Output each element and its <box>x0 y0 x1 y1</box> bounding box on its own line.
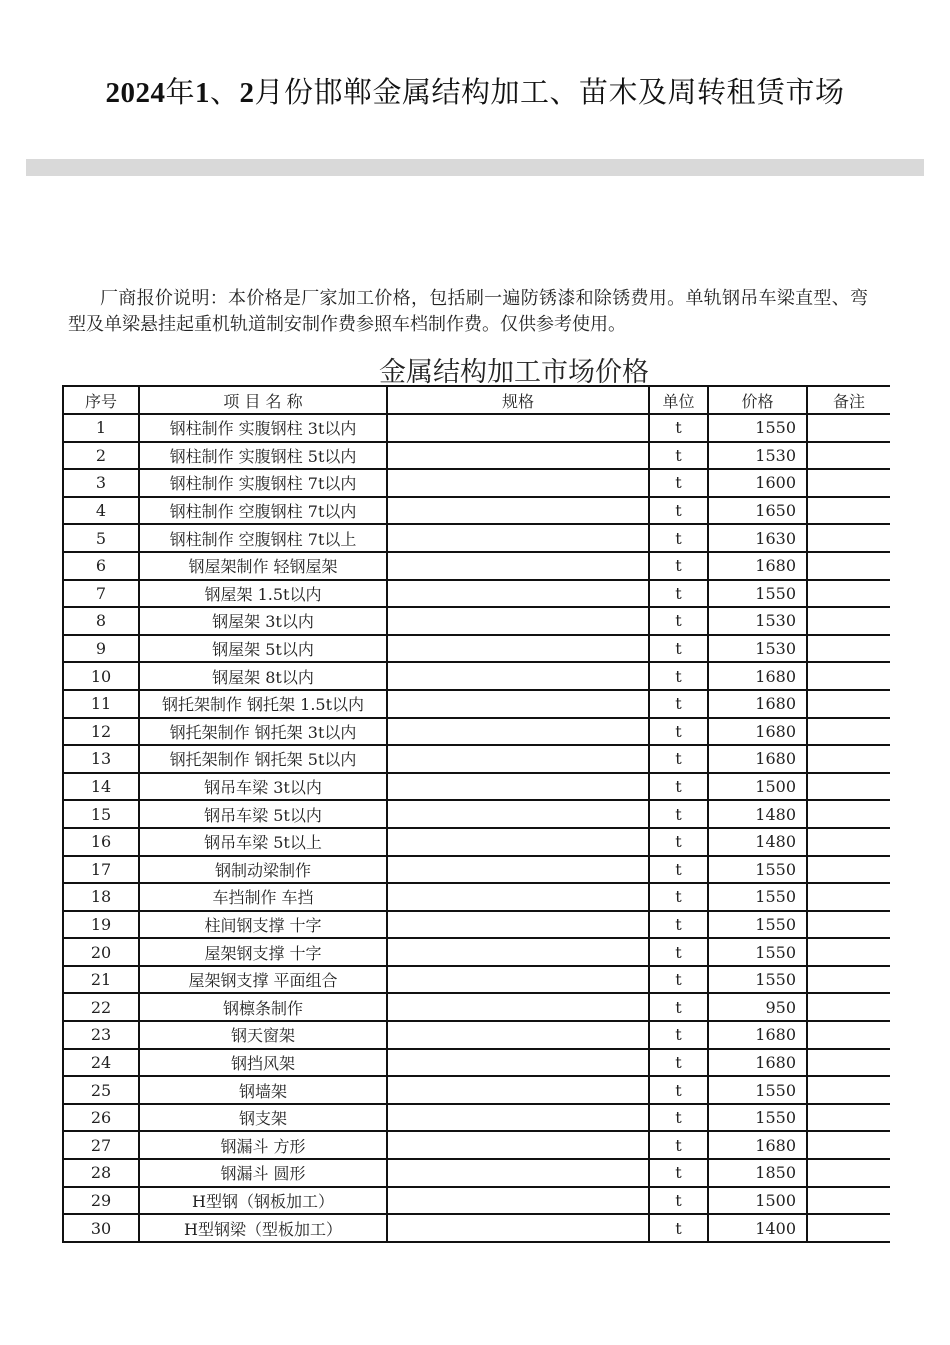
cell-index: 10 <box>63 662 139 690</box>
cell-index: 15 <box>63 800 139 828</box>
cell-price: 1550 <box>708 883 807 911</box>
cell-index: 26 <box>63 1104 139 1132</box>
vendor-note: 厂商报价说明：本价格是厂家加工价格，包括刷一遍防锈漆和除锈费用。单轨钢吊车梁直型、弯型及单梁悬挂起重机轨道制安制作费参照车档制作费。仅供参考使用。 <box>68 288 868 335</box>
cell-unit: t <box>649 607 708 635</box>
cell-price: 1530 <box>708 442 807 470</box>
cell-note <box>807 1131 890 1159</box>
cell-index: 16 <box>63 828 139 856</box>
cell-spec <box>387 1159 649 1187</box>
cell-note <box>807 1187 890 1215</box>
cell-note <box>807 856 890 884</box>
cell-index: 20 <box>63 938 139 966</box>
cell-price: 1680 <box>708 552 807 580</box>
cell-item-name: 钢挡风架 <box>139 1049 387 1077</box>
cell-price: 1630 <box>708 524 807 552</box>
table-row <box>63 442 890 470</box>
table-row <box>63 1021 890 1049</box>
cell-item-name: 钢托架制作 钢托架 1.5t以内 <box>139 690 387 718</box>
cell-index: 17 <box>63 856 139 884</box>
cell-note <box>807 1159 890 1187</box>
cell-price: 1680 <box>708 1131 807 1159</box>
cell-note <box>807 911 890 939</box>
cell-index: 12 <box>63 718 139 746</box>
cell-index: 30 <box>63 1214 139 1242</box>
cell-item-name: 钢漏斗 方形 <box>139 1131 387 1159</box>
title-month-2: 2 <box>239 77 255 109</box>
title-month-1: 1 <box>194 77 210 109</box>
cell-note <box>807 497 890 525</box>
cell-index: 13 <box>63 745 139 773</box>
cell-item-name: 钢托架制作 钢托架 3t以内 <box>139 718 387 746</box>
cell-item-name: 柱间钢支撑 十字 <box>139 911 387 939</box>
col-header-price: 价格 <box>708 386 807 414</box>
cell-item-name: 钢檩条制作 <box>139 993 387 1021</box>
cell-spec <box>387 966 649 994</box>
cell-price: 1550 <box>708 911 807 939</box>
cell-unit: t <box>649 1131 708 1159</box>
cell-index: 11 <box>63 690 139 718</box>
cell-index: 2 <box>63 442 139 470</box>
table-row <box>63 635 890 663</box>
cell-item-name: 钢屋架 1.5t以内 <box>139 580 387 608</box>
table-row <box>63 662 890 690</box>
cell-note <box>807 662 890 690</box>
cell-price: 1550 <box>708 1104 807 1132</box>
col-header-name: 项 目 名 称 <box>139 386 387 414</box>
cell-unit: t <box>649 1214 708 1242</box>
cell-price: 1400 <box>708 1214 807 1242</box>
cell-index: 24 <box>63 1049 139 1077</box>
table-row <box>63 1104 890 1132</box>
cell-index: 9 <box>63 635 139 663</box>
cell-spec <box>387 607 649 635</box>
cell-item-name: 钢屋架 5t以内 <box>139 635 387 663</box>
table-row <box>63 718 890 746</box>
cell-note <box>807 1104 890 1132</box>
table-row <box>63 1187 890 1215</box>
cell-spec <box>387 414 649 442</box>
cell-price: 1680 <box>708 1021 807 1049</box>
cell-price: 1480 <box>708 828 807 856</box>
cell-unit: t <box>649 773 708 801</box>
table-row <box>63 1131 890 1159</box>
table-row <box>63 580 890 608</box>
cell-unit: t <box>649 828 708 856</box>
table-row <box>63 856 890 884</box>
cell-unit: t <box>649 856 708 884</box>
table-row <box>63 773 890 801</box>
table-row <box>63 938 890 966</box>
cell-spec <box>387 1104 649 1132</box>
table-row <box>63 966 890 994</box>
table-row <box>63 828 890 856</box>
table-header-row <box>63 386 890 414</box>
cell-unit: t <box>649 1187 708 1215</box>
cell-index: 21 <box>63 966 139 994</box>
table-row <box>63 414 890 442</box>
table-row <box>63 1159 890 1187</box>
cell-price: 1550 <box>708 414 807 442</box>
cell-note <box>807 552 890 580</box>
cell-spec <box>387 552 649 580</box>
cell-item-name: 钢屋架制作 轻钢屋架 <box>139 552 387 580</box>
cell-note <box>807 607 890 635</box>
cell-item-name: 钢吊车梁 3t以内 <box>139 773 387 801</box>
cell-note <box>807 993 890 1021</box>
cell-item-name: 钢柱制作 空腹钢柱 7t以内 <box>139 497 387 525</box>
cell-price: 1680 <box>708 1049 807 1077</box>
cell-spec <box>387 1076 649 1104</box>
cell-index: 23 <box>63 1021 139 1049</box>
price-table <box>62 385 890 1243</box>
cell-spec <box>387 800 649 828</box>
cell-item-name: 钢漏斗 圆形 <box>139 1159 387 1187</box>
cell-price: 1550 <box>708 966 807 994</box>
table-row <box>63 524 890 552</box>
cell-unit: t <box>649 497 708 525</box>
cell-index: 3 <box>63 469 139 497</box>
cell-item-name: 钢支架 <box>139 1104 387 1132</box>
cell-item-name: 屋架钢支撑 十字 <box>139 938 387 966</box>
cell-note <box>807 718 890 746</box>
cell-index: 19 <box>63 911 139 939</box>
cell-unit: t <box>649 800 708 828</box>
cell-spec <box>387 635 649 663</box>
cell-note <box>807 1076 890 1104</box>
cell-price: 1680 <box>708 690 807 718</box>
cell-price: 1530 <box>708 607 807 635</box>
cell-price: 1550 <box>708 938 807 966</box>
cell-price: 1550 <box>708 1076 807 1104</box>
cell-note <box>807 1049 890 1077</box>
cell-spec <box>387 856 649 884</box>
cell-price: 1850 <box>708 1159 807 1187</box>
cell-price: 1680 <box>708 718 807 746</box>
cell-spec <box>387 911 649 939</box>
title-text-1: 年 <box>165 75 195 109</box>
cell-unit: t <box>649 938 708 966</box>
table-row <box>63 1076 890 1104</box>
cell-unit: t <box>649 745 708 773</box>
cell-item-name: 钢屋架 3t以内 <box>139 607 387 635</box>
title-year: 2024 <box>105 77 166 109</box>
cell-price: 1530 <box>708 635 807 663</box>
cell-unit: t <box>649 718 708 746</box>
table-title: 金属结构加工市场价格 <box>379 357 649 388</box>
cell-spec <box>387 524 649 552</box>
cell-price: 1550 <box>708 856 807 884</box>
cell-unit: t <box>649 524 708 552</box>
cell-spec <box>387 442 649 470</box>
cell-price: 1680 <box>708 745 807 773</box>
cell-index: 25 <box>63 1076 139 1104</box>
cell-item-name: 钢天窗架 <box>139 1021 387 1049</box>
col-header-spec: 规格 <box>387 386 649 414</box>
price-table-container <box>62 385 890 1285</box>
cell-spec <box>387 745 649 773</box>
cell-note <box>807 828 890 856</box>
cell-price: 1480 <box>708 800 807 828</box>
col-header-index: 序号 <box>63 386 139 414</box>
cell-spec <box>387 497 649 525</box>
cell-price: 1500 <box>708 773 807 801</box>
cell-index: 8 <box>63 607 139 635</box>
cell-item-name: 钢柱制作 实腹钢柱 3t以内 <box>139 414 387 442</box>
cell-spec <box>387 1187 649 1215</box>
cell-index: 28 <box>63 1159 139 1187</box>
cell-item-name: 钢吊车梁 5t以上 <box>139 828 387 856</box>
cell-unit: t <box>649 966 708 994</box>
cell-unit: t <box>649 993 708 1021</box>
table-row <box>63 993 890 1021</box>
cell-spec <box>387 773 649 801</box>
cell-note <box>807 524 890 552</box>
col-header-unit: 单位 <box>649 386 708 414</box>
table-row <box>63 911 890 939</box>
table-row <box>63 1214 890 1242</box>
cell-note <box>807 1214 890 1242</box>
cell-item-name: H型钢梁（型板加工） <box>139 1214 387 1242</box>
cell-note <box>807 966 890 994</box>
cell-index: 5 <box>63 524 139 552</box>
cell-spec <box>387 1131 649 1159</box>
cell-note <box>807 883 890 911</box>
cell-note <box>807 635 890 663</box>
cell-unit: t <box>649 1076 708 1104</box>
cell-item-name: 钢柱制作 实腹钢柱 5t以内 <box>139 442 387 470</box>
cell-spec <box>387 938 649 966</box>
cell-spec <box>387 718 649 746</box>
page-title <box>0 70 950 111</box>
cell-spec <box>387 1049 649 1077</box>
cell-spec <box>387 690 649 718</box>
table-body <box>63 414 890 1242</box>
table-row <box>63 745 890 773</box>
cell-index: 22 <box>63 993 139 1021</box>
cell-item-name: 钢柱制作 实腹钢柱 7t以内 <box>139 469 387 497</box>
table-row <box>63 1049 890 1077</box>
cell-spec <box>387 883 649 911</box>
cell-spec <box>387 469 649 497</box>
cell-item-name: 钢吊车梁 5t以内 <box>139 800 387 828</box>
cell-unit: t <box>649 414 708 442</box>
table-row <box>63 607 890 635</box>
cell-index: 6 <box>63 552 139 580</box>
cell-note <box>807 580 890 608</box>
cell-index: 29 <box>63 1187 139 1215</box>
cell-note <box>807 442 890 470</box>
cell-unit: t <box>649 1021 708 1049</box>
cell-unit: t <box>649 883 708 911</box>
cell-note <box>807 414 890 442</box>
cell-note <box>807 690 890 718</box>
cell-price: 1650 <box>708 497 807 525</box>
cell-item-name: 钢托架制作 钢托架 5t以内 <box>139 745 387 773</box>
cell-spec <box>387 993 649 1021</box>
table-row <box>63 690 890 718</box>
cell-unit: t <box>649 442 708 470</box>
cell-unit: t <box>649 1104 708 1132</box>
cell-unit: t <box>649 580 708 608</box>
cell-spec <box>387 662 649 690</box>
table-row <box>63 883 890 911</box>
cell-note <box>807 745 890 773</box>
cell-price: 1500 <box>708 1187 807 1215</box>
cell-unit: t <box>649 1049 708 1077</box>
cell-unit: t <box>649 690 708 718</box>
cell-item-name: 屋架钢支撑 平面组合 <box>139 966 387 994</box>
cell-spec <box>387 580 649 608</box>
cell-note <box>807 469 890 497</box>
cell-unit: t <box>649 1159 708 1187</box>
cell-unit: t <box>649 911 708 939</box>
cell-price: 1550 <box>708 580 807 608</box>
cell-spec <box>387 1021 649 1049</box>
cell-index: 27 <box>63 1131 139 1159</box>
table-row <box>63 469 890 497</box>
cell-index: 14 <box>63 773 139 801</box>
cell-item-name: H型钢（钢板加工） <box>139 1187 387 1215</box>
cell-item-name: 钢制动梁制作 <box>139 856 387 884</box>
table-row <box>63 800 890 828</box>
cell-note <box>807 938 890 966</box>
cell-note <box>807 1021 890 1049</box>
cell-item-name: 钢墙架 <box>139 1076 387 1104</box>
cell-item-name: 钢柱制作 空腹钢柱 7t以上 <box>139 524 387 552</box>
cell-spec <box>387 828 649 856</box>
col-header-note: 备注 <box>807 386 890 414</box>
table-row <box>63 497 890 525</box>
cell-index: 18 <box>63 883 139 911</box>
cell-spec <box>387 1214 649 1242</box>
cell-index: 4 <box>63 497 139 525</box>
cell-unit: t <box>649 469 708 497</box>
cell-price: 1680 <box>708 662 807 690</box>
cell-item-name: 车挡制作 车挡 <box>139 883 387 911</box>
cell-unit: t <box>649 662 708 690</box>
cell-note <box>807 800 890 828</box>
title-text-2: 、 <box>209 75 240 109</box>
cell-unit: t <box>649 552 708 580</box>
table-row <box>63 552 890 580</box>
cell-price: 1600 <box>708 469 807 497</box>
cell-note <box>807 773 890 801</box>
cell-unit: t <box>649 635 708 663</box>
header-divider <box>26 159 924 176</box>
cell-index: 7 <box>63 580 139 608</box>
cell-item-name: 钢屋架 8t以内 <box>139 662 387 690</box>
cell-index: 1 <box>63 414 139 442</box>
title-text-3: 月份邯郸金属结构加工、苗木及周转租赁市场 <box>254 75 845 109</box>
cell-price: 950 <box>708 993 807 1021</box>
